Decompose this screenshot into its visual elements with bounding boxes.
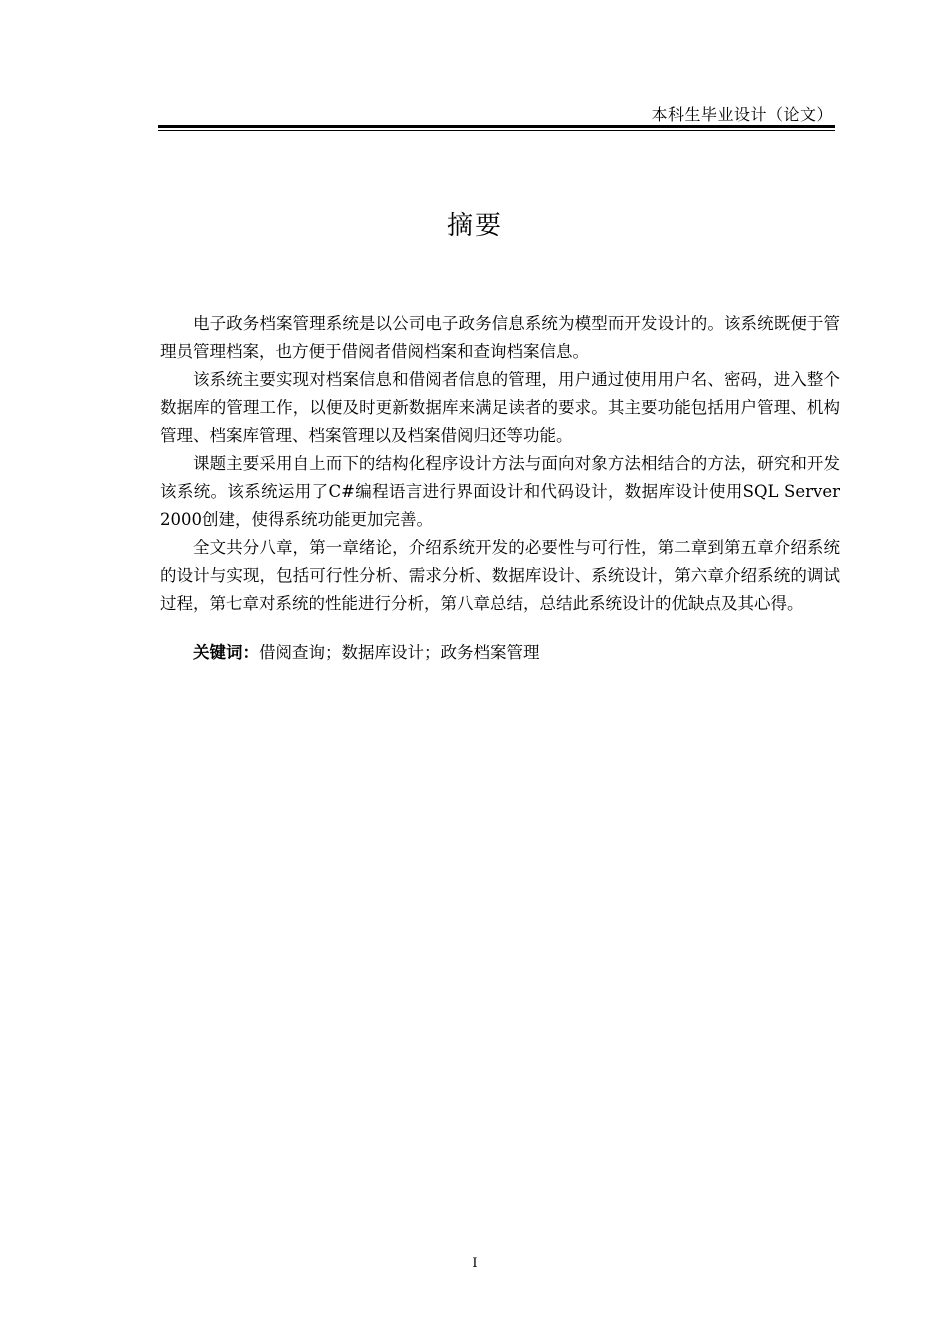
header-rule-thick [158, 125, 835, 128]
abstract-title: 摘要 [446, 211, 503, 241]
page-number: I [472, 1256, 478, 1271]
abstract-body [160, 310, 840, 667]
abstract-paragraph-3: 课题主要采用自上而下的结构化程序设计方法与面向对象方法相结合的方法，研究和开发该系统。该系统运用了C#编程语言进行界面设计和代码设计，数据库设计使用SQL Server 2000创建，使得系统功能更加完善。 [160, 454, 840, 529]
keywords-line [160, 639, 840, 667]
page-header [158, 98, 835, 128]
abstract-paragraph-1: 电子政务档案管理系统是以公司电子政务信息系统为模型而开发设计的。该系统既便于管理员管理档案，也方便于借阅者借阅档案和查询档案信息。 [160, 314, 840, 361]
keywords-value: 借阅查询；数据库设计；政务档案管理 [259, 643, 540, 662]
header-text: 本科生毕业设计（论文） [651, 105, 833, 124]
abstract-paragraph-2: 该系统主要实现对档案信息和借阅者信息的管理，用户通过使用用户名、密码，进入整个数据库的管理工作，以便及时更新数据库来满足读者的要求。其主要功能包括用户管理、机构管理、档案库管理、档案管理以及档案借阅归还等功能。 [160, 370, 840, 445]
abstract-paragraph-4: 全文共分八章，第一章绪论，介绍系统开发的必要性与可行性，第二章到第五章介绍系统的设计与实现，包括可行性分析、需求分析、数据库设计、系统设计，第六章介绍系统的调试过程，第七章对系统的性能进行分析，第八章总结，总结此系统设计的优缺点及其心得。 [160, 538, 840, 613]
header-rule-thin [158, 130, 835, 131]
keywords-label: 关键词： [193, 643, 259, 662]
